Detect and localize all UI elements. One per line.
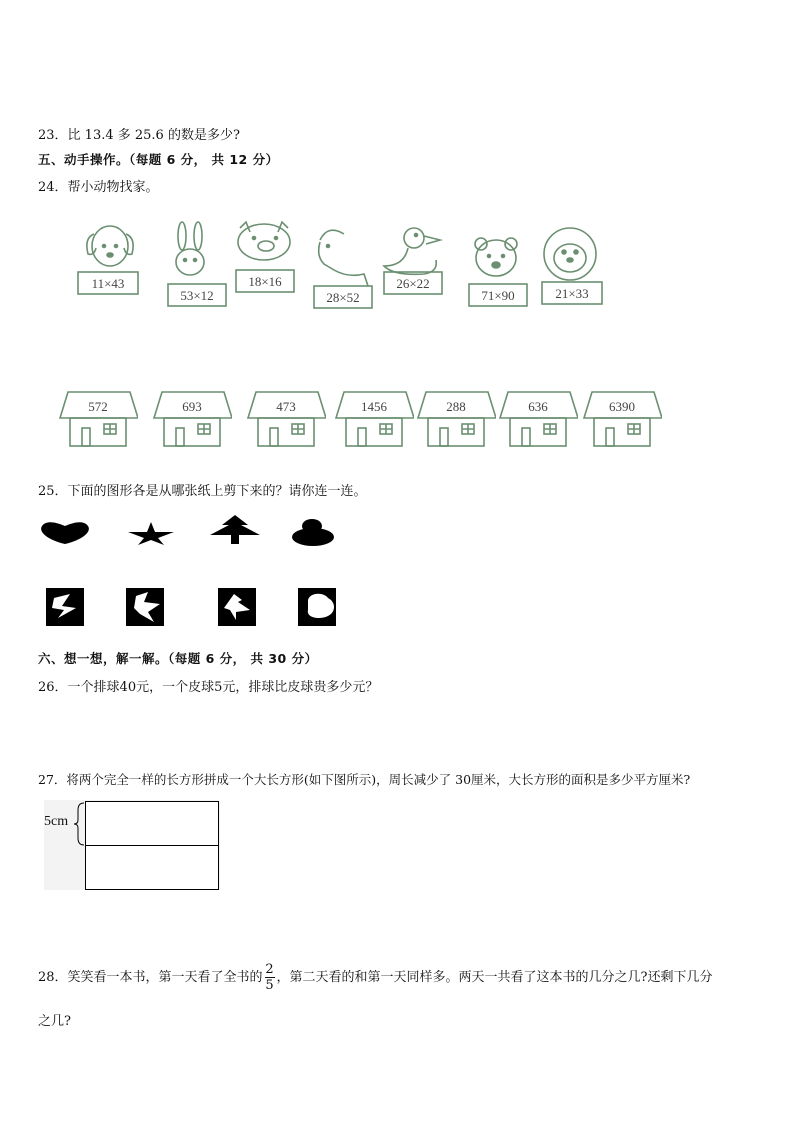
- question-28-continued: 之几?: [38, 1014, 71, 1029]
- question-27: 27．将两个完全一样的长方形拼成一个大长方形(如下图所示)，周长减少了 30厘米，大长方形的面积是多少平方厘米?: [38, 772, 691, 787]
- animal-monkey: [538, 218, 608, 313]
- paper-piece-2-icon: [126, 588, 164, 626]
- house-7: [582, 384, 662, 450]
- house-3-number: 473: [276, 399, 296, 414]
- animal-pig-expr: 18×16: [248, 274, 282, 289]
- house-icon: [334, 384, 414, 450]
- brace-icon: [74, 802, 86, 846]
- figure-27-label: 5cm: [44, 814, 69, 829]
- animal-monkey-expr: 21×33: [555, 286, 589, 301]
- house-3: [246, 384, 326, 450]
- house-4-number: 1456: [361, 399, 387, 414]
- star-shape-icon: [126, 520, 176, 546]
- question-28: [38, 962, 713, 993]
- animal-goat-expr: 28×52: [326, 290, 360, 305]
- animal-dog: [72, 218, 142, 313]
- animal-duck-expr: 26×22: [396, 276, 430, 291]
- animal-bear: [465, 218, 535, 313]
- question-24: 24．帮小动物找家。: [38, 180, 159, 195]
- paper-piece-4-icon: [298, 588, 336, 626]
- house-2-number: 693: [182, 399, 202, 414]
- section-5-heading: 五、动手操作。（每题 6 分， 共 12 分）: [38, 152, 279, 167]
- house-icon: [498, 384, 578, 450]
- heart-shape-icon: [38, 518, 92, 548]
- animal-duck: [380, 218, 450, 313]
- house-4: [334, 384, 414, 450]
- house-6: [498, 384, 578, 450]
- house-6-number: 636: [528, 399, 548, 414]
- fraction-denominator: 5: [265, 978, 274, 993]
- house-icon: [58, 384, 138, 450]
- animal-rabbit: [160, 218, 230, 313]
- animal-bear-expr: 71×90: [481, 288, 515, 303]
- house-icon: [152, 384, 232, 450]
- paper-piece-3-icon: [218, 588, 256, 626]
- figure-27: [44, 800, 220, 890]
- dog-icon: [72, 218, 142, 313]
- fraction-two-fifths: [265, 962, 275, 993]
- house-1-number: 572: [88, 399, 108, 414]
- house-icon: [582, 384, 662, 450]
- house-icon: [246, 384, 326, 450]
- animal-dog-expr: 11×43: [91, 276, 125, 291]
- question-28-part2: ，第二天看的和第一天同样多。两天一共看了这本书的几分之几?还剩下几分: [276, 970, 713, 985]
- dividing-line: [85, 845, 219, 846]
- rabbit-icon: [160, 218, 230, 313]
- tree-shape-icon: [208, 513, 262, 545]
- animal-rabbit-expr: 53×12: [180, 288, 214, 303]
- paper-piece-1-icon: [46, 588, 84, 626]
- snowman-shape-icon: [292, 518, 336, 548]
- question-23: 23．比 13.4 多 25.6 的数是多少?: [38, 128, 240, 143]
- duck-icon: [380, 218, 450, 313]
- goat-icon: [306, 218, 376, 313]
- house-5: [416, 384, 496, 450]
- house-1: [58, 384, 138, 450]
- animal-goat: [306, 218, 376, 313]
- question-25: 25．下面的图形各是从哪张纸上剪下来的？请你连一连。: [38, 484, 367, 499]
- bear-icon: [465, 218, 535, 313]
- question-26: 26．一个排球40元，一个皮球5元，排球比皮球贵多少元？: [38, 680, 379, 695]
- house-2: [152, 384, 232, 450]
- animal-pig: [232, 218, 302, 313]
- fraction-numerator: 2: [265, 962, 274, 977]
- monkey-icon: [538, 218, 608, 313]
- house-5-number: 288: [446, 399, 466, 414]
- house-7-number: 6390: [609, 399, 635, 414]
- question-28-part1: 28．笑笑看一本书，第一天看了全书的: [38, 970, 263, 985]
- house-icon: [416, 384, 496, 450]
- section-6-heading: 六、想一想，解一解。（每题 6 分， 共 30 分）: [38, 651, 318, 666]
- pig-icon: [232, 218, 302, 313]
